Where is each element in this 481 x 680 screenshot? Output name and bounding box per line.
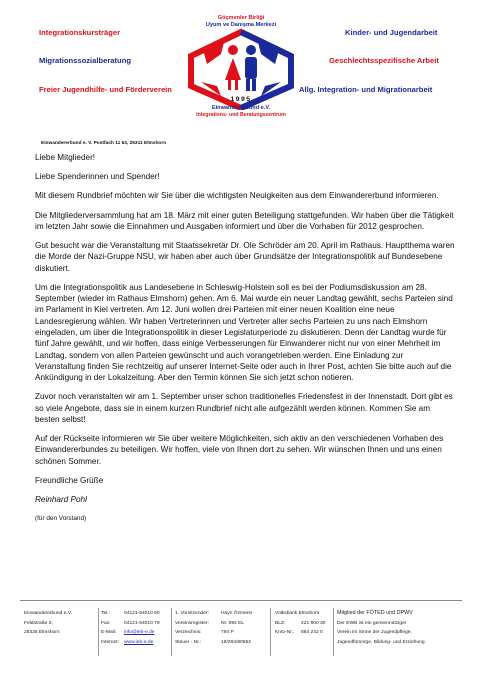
footer-membership-title: Mitglied der FÖTED und DPWV [337, 610, 413, 616]
footer-account-label: Knto-Nr.: [275, 630, 295, 635]
logo-organization-name: Einwandererbund e.V. [211, 105, 271, 111]
footer-contact-values [124, 609, 160, 647]
footer-contact-labels [101, 609, 119, 647]
footer-registry-values [221, 609, 252, 647]
footer-membership-line: Verein im Sinne der Jugendpflege, [337, 630, 412, 635]
footer-membership-line: Der EWB ist ein gemeinnütziger [337, 620, 407, 626]
letter-body [35, 152, 455, 533]
logo-top-line-1: Göçmenler Birliği [217, 15, 265, 21]
letter-paragraph: Mit diesem Rundbrief möchten wir Sie über die wichtigsten Neuigkeiten aus dem Einwandererbund informieren. [35, 191, 439, 201]
footer-internet-label: Internet: [101, 639, 119, 645]
footer-membership-line: Jugendfürsorge, Bildung- und Erziehung [337, 639, 425, 645]
letter-paragraph: Gut besucht war die Veranstaltung mit Staatssekretär Dr. Ole Schröder am 20. April im Rathaus. Hauptthema waren die Morde der Nazi-Gruppe NSU, wir haben aber auch über Grundsätze der Integrationspolitik auf Bundesebene diskutiert. [35, 241, 455, 273]
footer-blz-label: BLZ: [275, 620, 286, 626]
header-service-3: Freier Jugendhilfe- und Förderverein [39, 85, 172, 94]
footer-fax-label: Fax: [101, 620, 111, 626]
logo-subtitle: Integrations- und Beratungszentrum [196, 112, 286, 118]
header-service-4: Kinder- und Jugendarbeit [345, 28, 438, 37]
footer-separator [270, 608, 271, 656]
salutation-members: Liebe Mitglieder! [35, 153, 96, 162]
header-service-2: Migrationssozialberatung [39, 56, 131, 65]
footer-street: Feldstraße 3, [24, 620, 53, 626]
footer-tel-label: Tel.: [101, 611, 110, 616]
logo-founding-year: 1995 [230, 96, 252, 103]
footer-taxno: 18/294/80652 [221, 639, 251, 645]
footer-email-link[interactable]: info@ieb-e.de [124, 630, 155, 635]
footer-directory-label: Verzeichnis: [175, 630, 202, 635]
organization-logo [181, 14, 301, 124]
footer-registry-labels [175, 609, 209, 647]
footer-register-label: Vereinsregister: [175, 620, 209, 626]
footer-separator [333, 608, 334, 656]
footer-website-link[interactable]: www.ieb-e.de [124, 639, 154, 645]
salutation-donors: Liebe Spenderinnen und Spender! [35, 172, 160, 182]
header-service-1: Integrationskursträger [39, 28, 121, 37]
footer-account: 864 242 0 [301, 630, 323, 635]
header-service-6: Allg. Integration- und Migrationarbeit [299, 85, 433, 94]
footer-bank-blank [301, 609, 325, 619]
footer-taxno-label: Steuer - Nr.: [175, 639, 202, 645]
footer-org-name: Einwandererbund e.V. [24, 611, 72, 616]
signature-name: Reinhard Pohl [35, 495, 87, 505]
logo-top-line-2: Uyum ve Danışma Merkezi [205, 22, 277, 28]
footer-directory: 794 P [221, 630, 234, 635]
footer-blz: 221 900 30 [301, 620, 326, 626]
closing-greeting: Freundliche Grüße [35, 475, 104, 485]
footer-fax: 04121-64010 79 [124, 620, 160, 626]
footer-divider [20, 600, 462, 601]
footer-chair-label: 1. Vorsitzender: [175, 611, 209, 616]
footer-register: Nr. 994 EL [221, 620, 245, 626]
letter-paragraph: Um die Integrationspolitik aus Landesebene in Schleswig-Holstein soll es bei der Podiumsdiskussion am 28. September (wieder im Rathaus Elmshorn) gehen. Am 6. Mai wurde ein neuer Landtag gewählt, sechs Parteien sind im Parlament in Kiel vertreten. Am 12. Juni wollen drei Parteien mit einer neuen Koalition eine neue Landesregierung wählen. Wir haben Vertreterinnen und Vertreter aller sechs Parteien zu uns nach Elmshorn eingeladen, um über die Integrationspolitik in dieser Legislaturperiode zu diskutieren. Denn der Landtag wurde für fünf Jahre gewählt, und wir hoffen, dass einige Verbesserungen für Einwanderer nicht nur von einer Mehrheit im Landtag, sondern von allen Parteien gewünscht und auch vorangetrieben werden. Eine Einladung zur Veranstaltung finden Sie rechtzeitig auf unserer Internet-Seite oder auch in Ihrer Post, achten Sie bitte auch auf die Ankündigung in der Lokalzeitung. Aber den Termin können Sie sich jetzt schon notieren. [35, 282, 453, 383]
signature-note: (für den Vorstand) [35, 515, 87, 523]
footer-chair: Hayri Özmerin [221, 611, 253, 616]
footer-email-label: E-Mail: [101, 630, 117, 635]
letter-paragraph: Auf der Rückseite informieren wir Sie über weitere Möglichkeiten, sich aktiv an den verschiedenen Vorhaben des Einwandererbundes zu beteiligen. Wir hoffen, viele von Ihnen dort zu sehen. Wir wünschen Ihnen und uns einen schönen Sommer. [35, 434, 444, 466]
letter-paragraph: Die Mitgliederversammlung hat am 18. März mit einer guten Beteiligung stattgefunden. Wir haben über die Tätigkeit im letzten Jahr sowie die Einnahmen und Ausgaben informiert und über die Vorhaben für 2012 gesprochen. [35, 210, 454, 231]
footer-separator [98, 608, 99, 656]
footer-membership [337, 609, 425, 647]
footer-city: 25335 Elmshorn [24, 630, 60, 635]
footer-org-address [24, 609, 72, 638]
header-service-5: Geschlechtsspezifische Arbeit [329, 56, 439, 65]
footer-separator [171, 608, 172, 656]
footer-tel: 04121-64010 60 [124, 611, 160, 616]
sender-address: Einwandererbund e. V. Postfach 11 63, 25311 Elmshorn [41, 141, 167, 146]
footer-bank-values [301, 609, 325, 638]
footer-bank-name: Volksbank Elmshorn [275, 611, 320, 616]
letter-paragraph: Zuvor noch veranstalten wir am 1. September unser schon traditionelles Friedensfest in der Innenstadt. Dort gibt es so viele Angebote, dass sie in einem kurzen Rundbrief nicht alle aufgezählt werden können. Kommen Sie am besten selbst! [35, 392, 453, 424]
